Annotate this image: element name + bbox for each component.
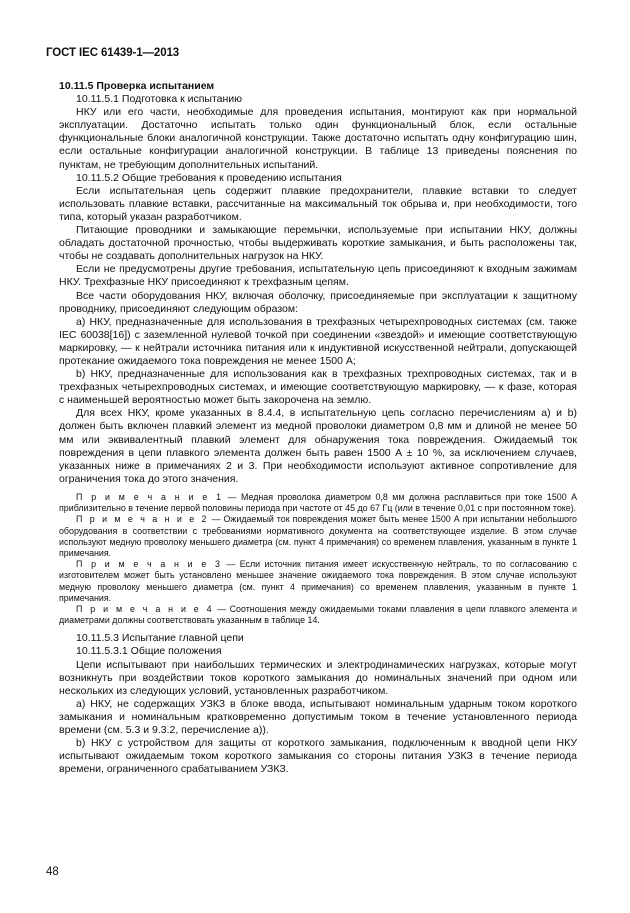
note-label: П р и м е ч а н и е 2	[76, 514, 209, 525]
note-label: П р и м е ч а н и е 4	[76, 603, 214, 614]
paragraph: Все части оборудования НКУ, включая оболочку, присоединяемые при эксплуатации к защитному проводнику, присоединяют следующим образом:	[59, 289, 577, 315]
paragraph: Если не предусмотрены другие требования, испытательную цепь присоединяют к входным зажимам НКУ. Трехфазные НКУ присоединяют к трехфазным цепям.	[59, 263, 577, 289]
subsection-heading: 10.11.5.2 Общие требования к проведению испытания	[76, 171, 342, 184]
note-4	[59, 604, 577, 626]
subsection-heading: 10.11.5.1 Подготовка к испытанию	[76, 93, 243, 106]
note-label: П р и м е ч а н и е 1	[76, 491, 224, 502]
note-text: — Медная проволока диаметром 0,8 мм должна расплавиться при токе 1500 А приблизительно в течение первой половины периода при частоте от 45 до 67 Гц (или в течение 0,01 с при постоянном токе).	[59, 491, 577, 514]
list-item: a) НКУ, не содержащих УЗКЗ в блоке ввода, испытывают номинальным ударным током короткого замыкания и номинальным кратковременно допустимым током в течение установленного периода времени (см. 5.3 и 9.3.2, перечисление a)).	[59, 697, 577, 736]
page-number: 48	[46, 866, 59, 878]
note-text: — Ожидаемый ток повреждения может быть менее 1500 А при испытании небольшого оборудования в соответствии с требованиями нормативного документа на соответствующее изделие. В этом случае используют медную проволоку меньшего диаметра (см. пункт 4 примечания) со временем плавления, указанным в пункте 1 примечания.	[59, 514, 577, 558]
paragraph: Если испытательная цепь содержит плавкие предохранители, плавкие вставки то следует использовать плавкие вставки, рассчитанные на максимальный ток обрыва и, при необходимости, того типа, который указан разработчиком.	[59, 184, 577, 223]
note-3	[59, 559, 577, 604]
subsection-heading: 10.11.5.3.1 Общие положения	[76, 645, 222, 658]
paragraph: Питающие проводники и замыкающие перемычки, используемые при испытании НКУ, должны обладать достаточной прочностью, чтобы выдерживать короткие замыкания, и быть расположены так, чтобы не создавать дополнительных нагрузок на НКУ.	[59, 224, 577, 263]
list-item: a) НКУ, предназначенные для использования в трехфазных четырехпроводных системах (см. также IEC 60038[16]) с заземленной нулевой точкой при соединении «звездой» и имеющие соответствующую маркировку, — к нейтрали источника питания или к индуктивной искусственной нейтрали, допускающей протекание ожидаемого тока повреждения не менее 1500 А;	[59, 315, 577, 367]
note-text: — Если источник питания имеет искусственную нейтраль, то по согласованию с изготовителем может быть установлено меньшее значение ожидаемого тока повреждения. В этом случае используют медную проволоку меньшего диаметра (см. пункт 4 примечания) со временем плавления, указанным в пункте 1 примечания.	[59, 559, 577, 603]
note-1	[59, 492, 577, 514]
subsection-heading: 10.11.5.3 Испытание главной цепи	[76, 632, 244, 645]
paragraph: Цепи испытывают при наибольших термических и электродинамических нагрузках, которые могут возникнуть при воздействии токов короткого замыкания до номинальных значений при одном или нескольких из следующих условий, установленных разработчиком.	[59, 658, 577, 697]
document-header: ГОСТ IEC 61439-1—2013	[46, 47, 180, 59]
section-heading: 10.11.5 Проверка испытанием	[59, 80, 215, 92]
note-2	[59, 514, 577, 559]
list-item: b) НКУ, предназначенные для использования как в трехфазных трехпроводных системах, так и в трехфазных четырехпроводных системах, и имеющие соответствующую маркировку, — к фазе, которая с наименьшей вероятностью может быть закорочена на землю.	[59, 368, 577, 407]
note-label: П р и м е ч а н и е 3	[76, 559, 223, 570]
paragraph: НКУ или его части, необходимые для проведения испытания, монтируют как при нормальной эксплуатации. Достаточно испытать только один функциональный блок, если остальные функциональные блоки аналогичной конструкции. Также достаточно испытать одну конфигурацию шин, если остальные конфигурации аналогичной конструкции. В таблице 13 приведены пояснения по пунктам, не требующим дополнительных испытаний.	[59, 106, 577, 171]
note-text: — Соотношения между ожидаемыми токами плавления в цепи плавкого элемента и диаметрами должны соответствовать указанным в таблице 14.	[59, 603, 577, 626]
paragraph: Для всех НКУ, кроме указанных в 8.4.4, в испытательную цепь согласно перечислениям a) и b) должен быть включен плавкий элемент из медной проволоки диаметром 0,8 мм и длиной не менее 50 мм или эквивалентный плавкий элемент для обнаружения тока повреждения. Ожидаемый ток повреждения в цепи плавкого элемента должен быть равен 1500 А ± 10 %, за исключением случаев, указанных ниже в примечаниях 2 и 3. При необходимости используют активное сопротивление для ограничения тока до этого значения.	[59, 407, 577, 485]
list-item: b) НКУ с устройством для защиты от короткого замыкания, подключенным к вводной цепи НКУ испытывают ожидаемым током короткого замыкания со стороны питания УЗКЗ в течение периода времени, ограниченного срабатыванием УЗКЗ.	[59, 737, 577, 776]
page-body	[59, 80, 577, 776]
